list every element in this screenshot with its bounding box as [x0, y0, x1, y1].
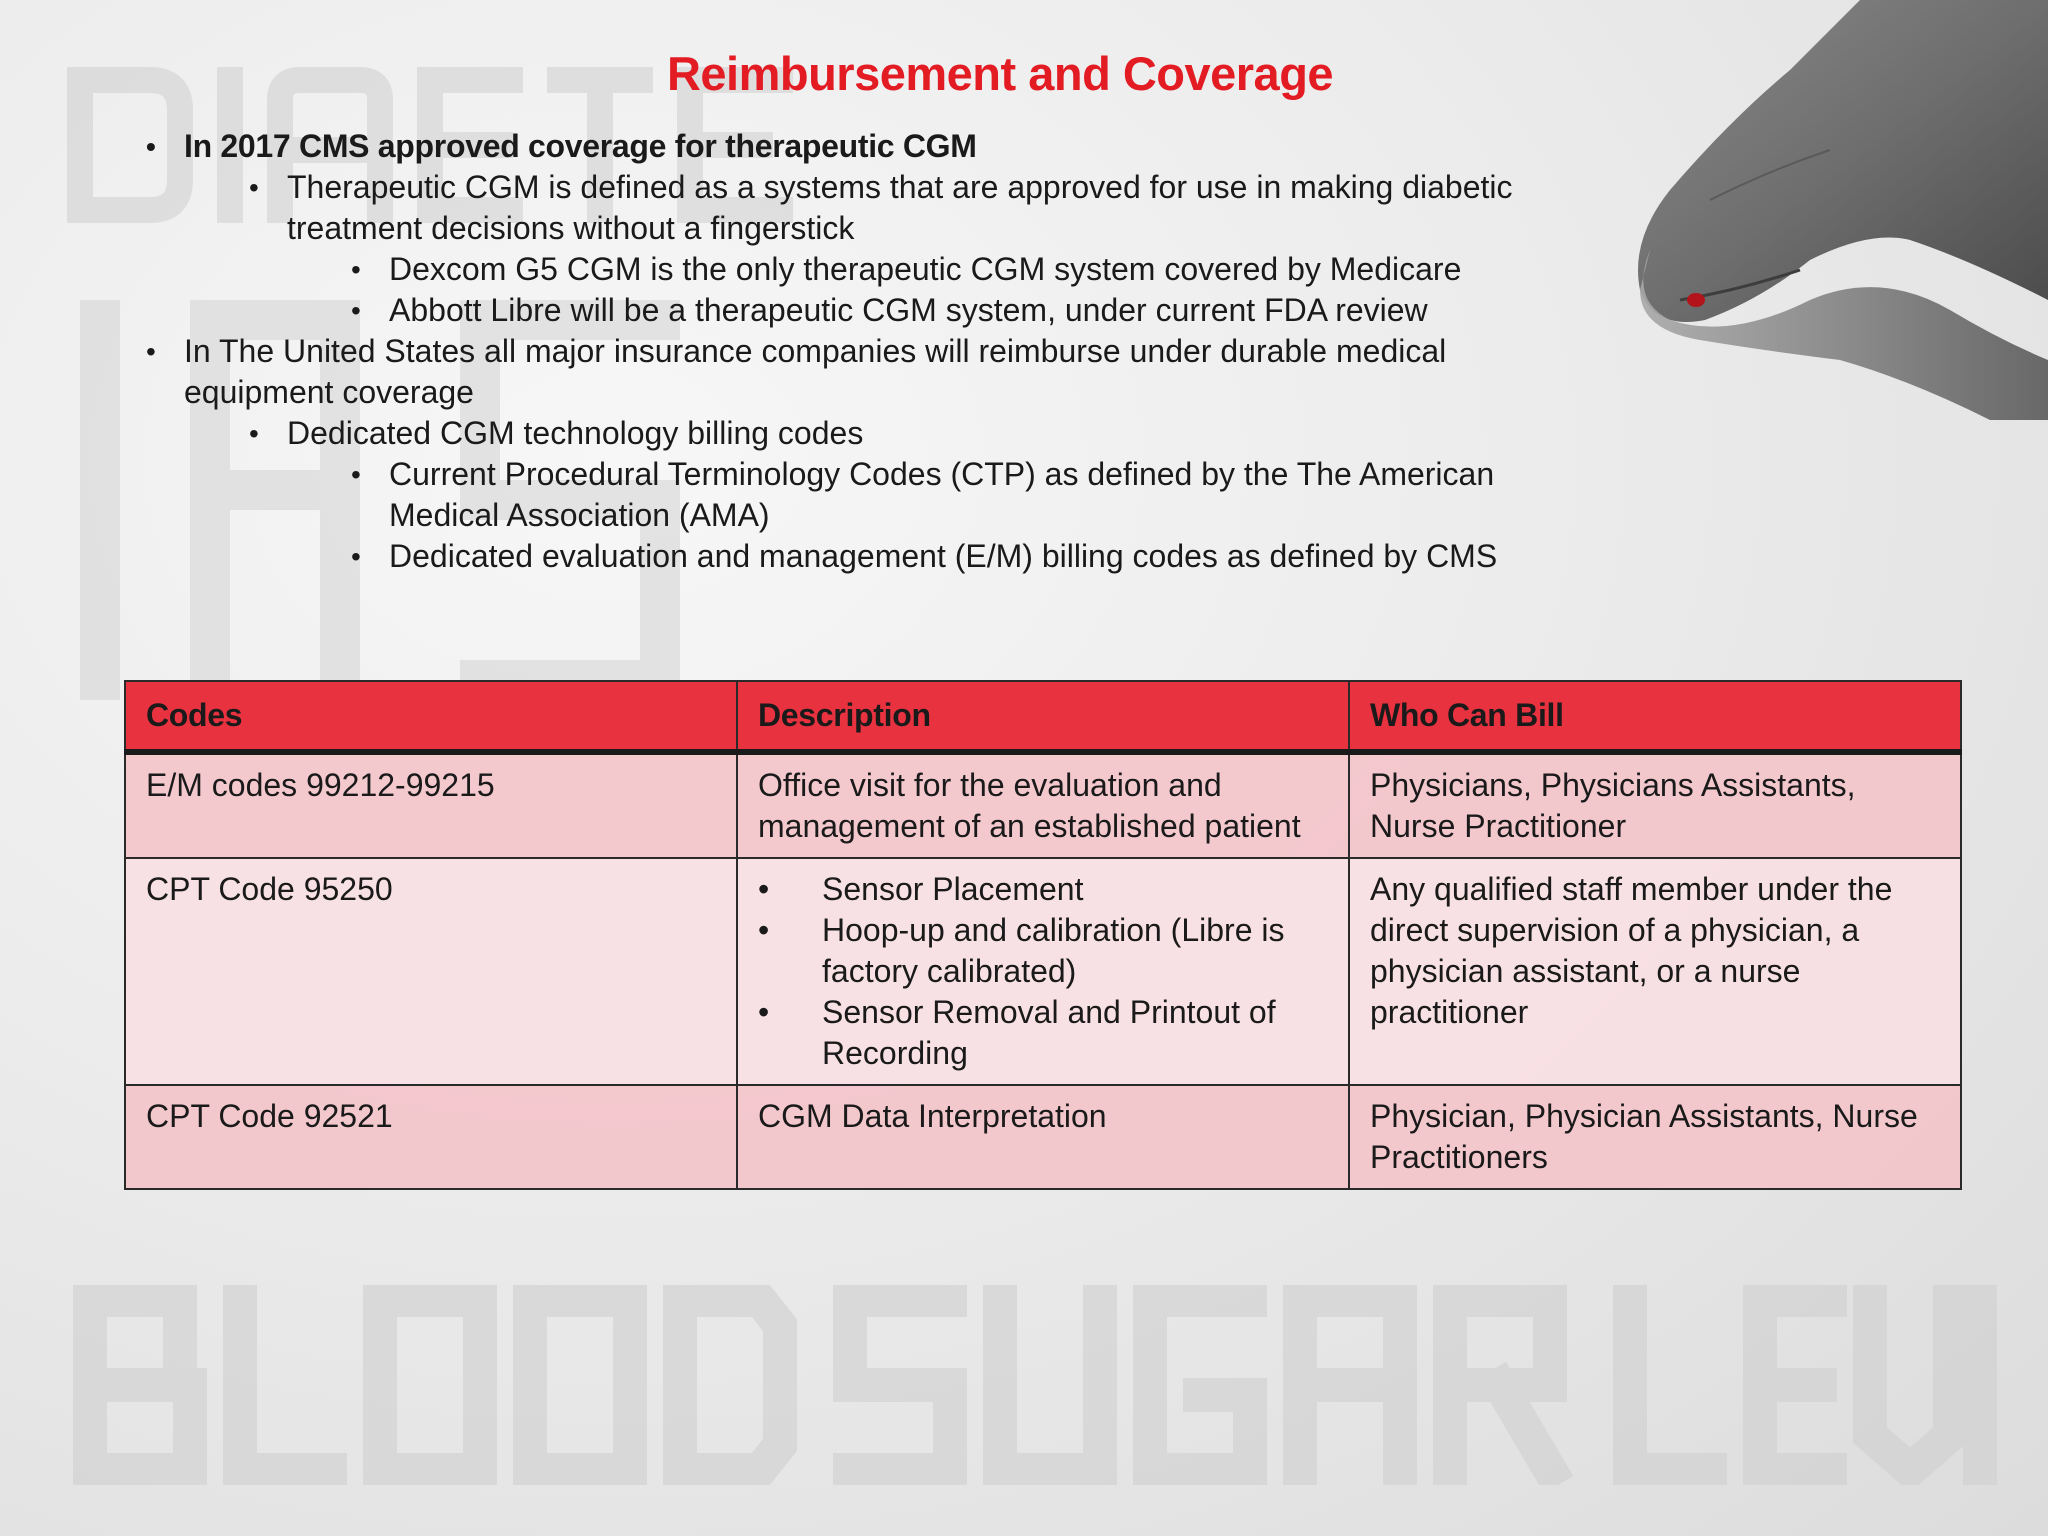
who-can-bill-cell: Physicians, Physicians Assistants, Nurse Practitioner: [1349, 752, 1961, 858]
bullet-item: • In The United States all major insurance companies will reimburse under durable medical equipment coverage: [140, 331, 1540, 413]
description-cell: [737, 858, 1349, 1085]
code-cell: CPT Code 92521: [125, 1085, 737, 1189]
bullet-item: • Abbott Libre will be a therapeutic CGM system, under current FDA review: [140, 290, 1540, 331]
column-header-description: Description: [737, 681, 1349, 752]
table-header-row: [125, 681, 1961, 752]
bullet-item: • Dexcom G5 CGM is the only therapeutic CGM system covered by Medicare: [140, 249, 1540, 290]
slide-title: Reimbursement and Coverage: [666, 47, 1334, 100]
billing-codes-table: [124, 680, 1962, 1190]
bullet-item: • Dedicated CGM technology billing codes: [140, 413, 1540, 454]
description-list-item: • Sensor Removal and Printout of Recording: [758, 992, 1328, 1074]
background-blood-sugar-level-graphic: [70, 1285, 2010, 1485]
table-row: [125, 858, 1961, 1085]
who-can-bill-cell: Any qualified staff member under the direct supervision of a physician, a physician assistant, or a nurse practitioner: [1349, 858, 1961, 1085]
column-header-codes: Codes: [125, 681, 737, 752]
bullet-item: • In 2017 CMS approved coverage for therapeutic CGM: [140, 126, 1540, 167]
bullet-list: [140, 126, 1540, 577]
description-list-item: • Sensor Placement: [758, 869, 1328, 910]
bullet-item: • Therapeutic CGM is defined as a systems that are approved for use in making diabetic treatment decisions without a fingerstick: [140, 167, 1540, 249]
bullet-item: • Dedicated evaluation and management (E/M) billing codes as defined by CMS: [140, 536, 1540, 577]
description-list: [758, 869, 1328, 1074]
description-cell: Office visit for the evaluation and management of an established patient: [737, 752, 1349, 858]
blood-drop-icon: [1687, 293, 1705, 307]
column-header-who-can-bill: Who Can Bill: [1349, 681, 1961, 752]
who-can-bill-cell: Physician, Physician Assistants, Nurse Practitioners: [1349, 1085, 1961, 1189]
bullet-item: • Current Procedural Terminology Codes (CTP) as defined by the The American Medical Association (AMA): [140, 454, 1540, 536]
code-cell: E/M codes 99212-99215: [125, 752, 737, 858]
code-cell: CPT Code 95250: [125, 858, 737, 1085]
description-cell: CGM Data Interpretation: [737, 1085, 1349, 1189]
table-row: [125, 752, 1961, 858]
description-list-item: • Hoop-up and calibration (Libre is factory calibrated): [758, 910, 1328, 992]
table-row: [125, 1085, 1961, 1189]
